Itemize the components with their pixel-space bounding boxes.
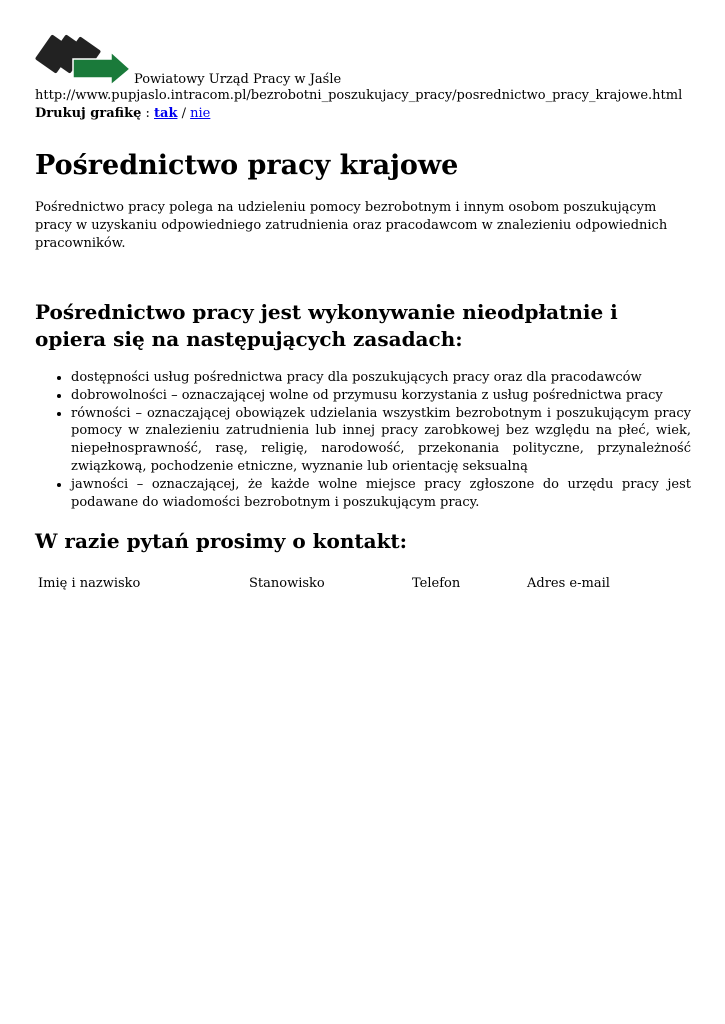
print-no-link[interactable]: nie xyxy=(190,106,211,121)
column-header-position: Stanowisko xyxy=(249,576,325,592)
pup-logo-icon xyxy=(35,33,131,87)
intro-paragraph: Pośrednictwo pracy polega na udzieleniu pomocy bezrobotnym i innym osobom poszukującym pracy w uzyskaniu odpowiedniego zatrudnienia oraz pracodawcom w znalezieniu odpowiednich pracowników. xyxy=(35,200,668,251)
principles-heading: Pośrednictwo pracy jest wykonywanie nieodpłatnie i opiera się na następujących zasadach: xyxy=(35,300,618,351)
contact-heading: W razie pytań prosimy o kontakt: xyxy=(35,529,408,554)
page-url: http://www.pupjaslo.intracom.pl/bezrobotni_poszukujacy_pracy/posrednictwo_pracy_krajowe.html xyxy=(35,88,683,103)
column-header-phone: Telefon xyxy=(412,576,461,592)
org-name: Powiatowy Urząd Pracy w Jaśle xyxy=(134,72,342,87)
page-title: Pośrednictwo pracy krajowe xyxy=(35,150,459,181)
contact-table xyxy=(35,575,677,593)
print-graphics-label: Drukuj grafikę xyxy=(35,106,142,121)
document-page xyxy=(35,33,691,593)
print-slash: / xyxy=(177,106,191,121)
column-header-email: Adres e-mail xyxy=(527,576,610,592)
page-header xyxy=(35,33,691,87)
print-graphics-toggle xyxy=(35,105,691,123)
column-header-name: Imię i nazwisko xyxy=(38,576,141,592)
list-item: • dobrowolności – oznaczającej wolne od przymusu korzystania z usług pośrednictwa pracy xyxy=(71,387,691,405)
principles-list xyxy=(35,369,691,511)
print-yes-link[interactable]: tak xyxy=(154,106,178,121)
print-separator: : xyxy=(141,106,155,121)
list-item: • jawności – oznaczającej, że każde wolne miejsce pracy zgłoszone do urzędu pracy jest podawane do wiadomości bezrobotnym i poszukującym pracy. xyxy=(71,476,691,512)
list-item: • dostępności usług pośrednictwa pracy dla poszukujących pracy oraz dla pracodawców xyxy=(71,369,691,387)
list-item: • równości – oznaczającej obowiązek udzielania wszystkim bezrobotnym i poszukującym pracy pomocy w znalezieniu zatrudnienia lub innej pracy zarobkowej bez względu na płeć, wiek, niepełnosprawność, rasę, religię, narodowość, przekonania polityczne, przynależność związkową, pochodzenie etniczne, wyznanie lub orientację seksualną xyxy=(71,405,691,476)
table-header-row xyxy=(35,575,677,593)
